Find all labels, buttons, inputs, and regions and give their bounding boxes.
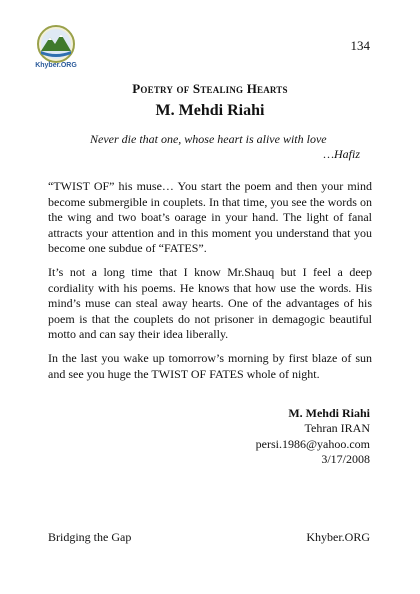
signature-block	[256, 406, 370, 468]
paragraph: It’s not a long time that I know Mr.Shauq but I feel a deep cordiality with his poems. He knows that how use the words. His mind’s muse can steal away hearts. One of the advantages of his poem is that the couplets do not prisoner in demagogic beautiful motto and can say their idea liberally.	[48, 264, 372, 342]
paragraph: In the last you wake up tomorrow’s morning by first blaze of sun and see you huge the TWIST OF FATES whole of night.	[48, 350, 372, 381]
logo-text: Khyber.ORG	[35, 62, 77, 69]
mountain-emblem-icon	[30, 24, 82, 64]
signature-email: persi.1986@yahoo.com	[255, 436, 370, 451]
paragraph: “TWIST OF” his muse… You start the poem and then your mind become submergible in couplets. In that time, you see the words on the wing and two boat’s oarage in your hand. The light of fanal attracts your attention and in this moment you understand that you become one subdue of “FATES”.	[48, 179, 372, 256]
page-number: 134	[350, 38, 370, 53]
signature-location: Tehran IRAN	[304, 421, 370, 436]
signature-date: 3/17/2008	[321, 452, 370, 467]
signature-name: M. Mehdi Riahi	[288, 406, 370, 420]
body-text	[48, 179, 372, 390]
footer-book-title: Bridging the Gap	[48, 530, 132, 544]
epigraph-attribution: …Hafiz	[323, 147, 360, 161]
epigraph-quote: Never die that one, whose heart is alive with love	[90, 132, 327, 146]
author-heading: M. Mehdi Riahi	[155, 102, 265, 119]
epigraph	[90, 132, 360, 162]
section-title: Poetry of Stealing Hearts	[132, 81, 288, 96]
footer-site: Khyber.ORG	[306, 530, 370, 544]
